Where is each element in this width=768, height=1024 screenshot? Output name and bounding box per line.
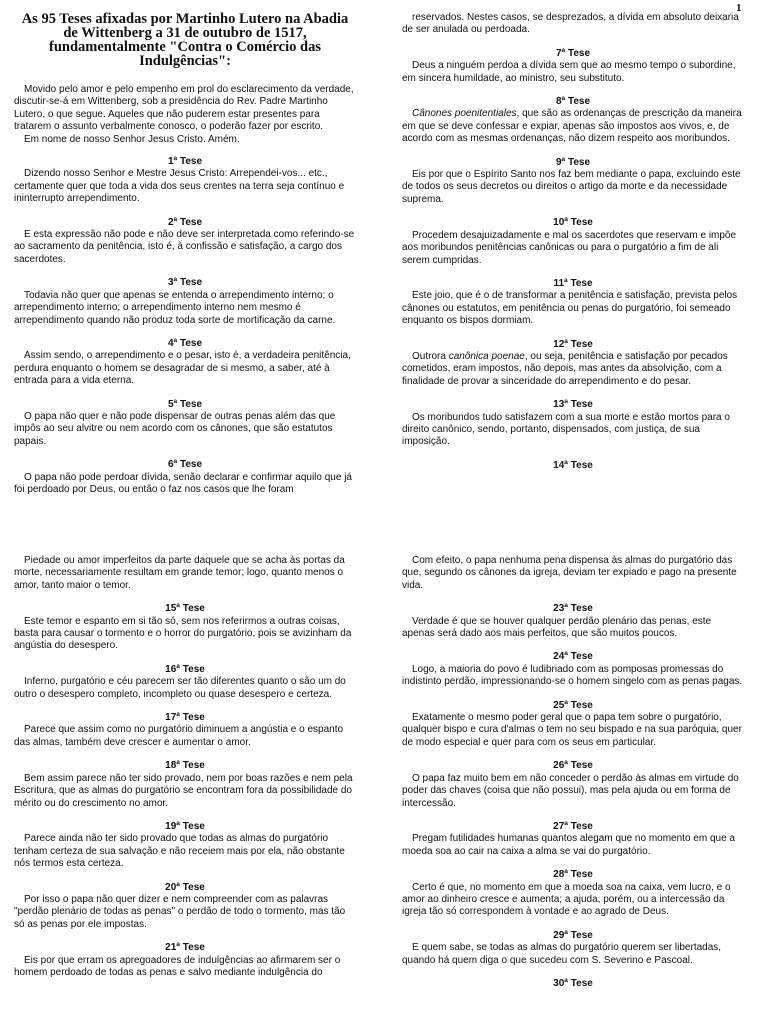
thesis-heading: 13ª Tese <box>553 399 593 411</box>
thesis-text <box>402 773 744 810</box>
thesis-text-body: Logo, a maioria do povo é ludibriado com as pomposas promessas do indistinto perdão, impressionando-se o homem singelo com as penas pagas. <box>402 663 743 688</box>
thesis-heading: 30ª Tese <box>553 977 593 989</box>
thesis-text <box>402 230 744 267</box>
intro-invocation: Em nome de nosso Senhor Jesus Cristo. Amém. <box>24 133 240 145</box>
thesis-text-body: Certo é que, no momento em que a moeda soa na caixa, vem lucro, e o amor ao dinheiro cresce e aumenta; a ajuda, porém, ou a intercessão da igreja tão só correspondem à vontade e ao agrado de Deus. <box>402 881 731 918</box>
page-number: 1 <box>736 2 742 14</box>
thesis-text <box>14 833 356 870</box>
thesis-heading: 15ª Tese <box>165 603 205 615</box>
thesis-section <box>14 942 356 979</box>
thesis-text <box>402 664 744 689</box>
thesis-text-body: , ou seja, penitência e satisfação por pecados cometidos, eram impostos, não depois, mas antes da absolvição, com a finalidade de provar a sinceridade do arrependimento e do pesar. <box>402 350 728 387</box>
thesis-section <box>14 156 356 206</box>
thesis-text-body: Todavia não quer que apenas se entenda o arrependimento interno; o arrependimento interno; o arrependimento interno nem mesmo é arrependimento quando não produz toda sorte de mortificação da carne. <box>14 289 336 326</box>
thesis-heading: 16ª Tese <box>165 663 205 675</box>
thesis-text <box>402 169 744 206</box>
thesis-heading: 6ª Tese <box>167 459 203 471</box>
thesis-text <box>14 411 356 448</box>
thesis-text <box>402 290 744 327</box>
thesis-text <box>14 724 356 749</box>
thesis-heading: 29ª Tese <box>553 929 593 941</box>
thesis-text <box>402 616 744 641</box>
thesis-section <box>402 157 744 207</box>
document-title: As 95 Teses afixadas por Martinho Lutero na Abadia de Wittenberg a 31 de outubro de 1517, fundamentalmente "Contra o Comércio das Indulgências": <box>21 11 349 69</box>
thesis-section <box>14 821 356 871</box>
theses-list <box>14 156 356 496</box>
latin-term: canônica poenae <box>448 350 525 362</box>
thesis-text-body: E quem sabe, se todas as almas do purgatório querem ser libertadas, quando há quem diga o que sucedeu com S. Severino e Pascoal. <box>402 942 722 966</box>
thesis-section <box>14 459 356 496</box>
latin-term: Cânones poenitentiales <box>412 108 517 120</box>
thesis-text <box>402 351 744 388</box>
thesis-text <box>14 676 356 701</box>
thesis-heading: 11ª Tese <box>553 277 593 289</box>
thesis-text-body: Assim sendo, o arrependimento e o pesar, isto é, a verdadeira penitência, perdura enquanto o homem se desagradar de si mesmo, a saber, até à entrada para a vida eterna. <box>14 350 351 387</box>
thesis-text-body: E esta expressão não pode e não deve ser interpretada como referindo-se ao sacramento da penitência, isto é, à confissão e satisfação, a cargo dos sacerdotes. <box>14 229 355 265</box>
thesis-text <box>14 472 356 497</box>
thesis-heading: 18ª Tese <box>165 760 205 772</box>
thesis-text-body: Este joio, que é o de transformar a penitência e satisfação, prevista pelos cânones ou estatutos, em penitência ou penas do purgatório, foi semeado enquanto os bispos dormiam. <box>402 290 738 327</box>
thesis-text-body: Dizendo nosso Senhor e Mestre Jesus Cristo: Arrependei-vos... etc., certamente quer que toda a vida dos seus crentes na terra seja contínuo e ininterrupto arrependimento. <box>14 168 345 205</box>
thesis-heading: 21ª Tese <box>165 942 205 954</box>
thesis-section <box>14 712 356 749</box>
thesis-heading: 19ª Tese <box>165 820 205 832</box>
thesis-text <box>14 290 356 327</box>
thesis-section <box>14 760 356 810</box>
thesis-section <box>402 217 744 267</box>
thesis-text-body: Eis por que erram os apregoadores de indulgências ao afirmarem ser o homem perdoado de todas as penas e salvo mediante indulgência do <box>14 954 341 978</box>
thesis-heading: 3ª Tese <box>167 277 203 289</box>
thesis-text <box>402 942 744 967</box>
thesis-heading: 2ª Tese <box>167 216 203 228</box>
intro-block <box>14 84 356 146</box>
intro-paragraph: Movido pelo amor e pelo empenho em prol do esclarecimento da verdade, discutir-se-á em Wittenberg, sob a presidência do Rev. Padre Martinho Lutero, o que segue. Aqueles que não puderem estar presentes para tratarem o assunto verbalmente conosco, o poderão fazer por escrito. <box>14 84 354 133</box>
thesis-section <box>402 96 744 146</box>
theses-list <box>14 603 356 979</box>
thesis-text-body: Exatamente o mesmo poder geral que o papa tem sobre o purgatório, qualquer bispo e cura d'almas o tem no seu bispado e na sua paróquia, quer de modo especial e quer para com os seus em particular. <box>402 712 742 748</box>
thesis-section <box>402 651 744 688</box>
thesis-heading: 1ª Tese <box>167 156 203 168</box>
thesis-section <box>14 399 356 449</box>
thesis-heading: 17ª Tese <box>165 712 205 724</box>
thesis-heading: 27ª Tese <box>553 820 593 832</box>
thesis-section <box>14 277 356 327</box>
thesis-text-body: Este temor e espanto em si tão só, sem nos referirmos a outras coisas, basta para causar o tormento e o horror do purgatório, pois se avizinham da angústia do desespero. <box>14 615 352 652</box>
thesis-text-body: Verdade é que se houver qualquer perdão plenário das penas, este apenas será dado aos mais perfeitos, que são muitos poucos. <box>402 615 712 640</box>
thesis-text-body: Inferno, purgatório e céu parecem ser tão diferentes quanto o são um do outro o desespero completo, incompleto ou quase desespero e certeza. <box>14 676 346 700</box>
thesis-heading: 10ª Tese <box>553 217 593 229</box>
thesis-text <box>402 833 744 858</box>
thesis-text <box>402 60 744 85</box>
thesis-heading: 26ª Tese <box>553 760 593 772</box>
thesis-section <box>14 603 356 653</box>
thesis-text-body: Bem assim parece não ter sido provado, nem por boas razões e nem pela Escritura, que as almas do purgatório se encontram fora da possibilidade do mérito ou do crescimento no amor. <box>14 772 353 809</box>
continued-paragraph: reservados. Nestes casos, se desprezados, a dívida em absoluto deixaria de ser anulada ou perdoada. <box>402 12 739 36</box>
column-bottom-right <box>402 555 744 990</box>
thesis-text <box>14 616 356 653</box>
thesis-text <box>14 773 356 810</box>
thesis-text <box>402 712 744 749</box>
thesis-section <box>14 217 356 267</box>
thesis-text-body: O papa faz muito bem em não conceder o perdão às almas em virtude do poder das chaves (coisa que não possui), mas pela ajuda ou em forma de intercessão. <box>402 772 739 809</box>
theses-list <box>402 48 744 472</box>
thesis-text-body: Pregam futilidades humanas quantos alegam que no momento em que a moeda soa ao cair na caixa a alma se vai do purgatório. <box>402 833 735 857</box>
thesis-text-body: , que são as ordenanças de prescrição da maneira em que se deve confessar e expiar, apenas são impostos aos vivos, e, de acordo com as mesmas ordenanças, não dizem respeito aos moribundos. <box>402 108 742 145</box>
thesis-section <box>14 882 356 932</box>
thesis-heading: 24ª Tese <box>553 651 593 663</box>
thesis-heading: 12ª Tese <box>553 338 593 350</box>
thesis-text-body: Parece ainda não ter sido provado que todas as almas do purgatório tenham certeza de sua salvação e não receiem mais por ela, não obstante nós termos esta certeza. <box>14 833 345 870</box>
thesis-text <box>14 229 356 266</box>
thesis-heading: 8ª Tese <box>555 96 591 108</box>
thesis-text-body: Os moribundos tudo satisfazem com a sua morte e estão mortos para o direito canônico, sendo, portanto, dispensados, com justiça, de sua imposição. <box>402 411 730 448</box>
thesis-heading: 9ª Tese <box>555 156 591 168</box>
column-top-left <box>14 12 356 496</box>
thesis-section <box>402 930 744 967</box>
thesis-text <box>14 894 356 931</box>
thesis-text <box>402 882 744 919</box>
thesis-text-body: Procedem desajuizadamente e mal os sacerdotes que reservam e impõe aos moribundos penitências canônicas ou para o purgatório a fim de ali serem cumpridas. <box>402 229 737 266</box>
thesis-text <box>14 350 356 387</box>
thesis-text-body: O papa não quer e não pode dispensar de outras penas além das que impôs ao seu alvitre ou nem acordo com os cânones, que são estatutos papais. <box>14 410 336 447</box>
thesis-heading: 28ª Tese <box>553 869 593 881</box>
thesis-section <box>14 338 356 388</box>
thesis-section <box>14 664 356 701</box>
thesis-text-body: O papa não pode perdoar dívida, senão declarar e confirmar aquilo que já foi perdoado por Deus, ou então o faz nos casos que lhe foram <box>14 471 352 495</box>
thesis-section <box>402 869 744 919</box>
thesis-section <box>402 978 744 990</box>
column-bottom-left <box>14 555 356 979</box>
thesis-section <box>402 460 744 472</box>
thesis-section <box>402 399 744 449</box>
thesis-text-body: Deus a ninguém perdoa a dívida sem que ao mesmo tempo o subordine, em sincera humildade, ao ministro, seu substituto. <box>402 60 736 84</box>
thesis-heading: 20ª Tese <box>165 881 205 893</box>
thesis-section <box>402 700 744 750</box>
thesis-section <box>402 760 744 810</box>
thesis-section <box>402 603 744 640</box>
thesis-heading: 25ª Tese <box>553 699 593 711</box>
thesis-text <box>14 955 356 980</box>
continued-paragraph: Piedade ou amor imperfeitos da parte daquele que se acha às portas da morte, necessariamente resultam em grande temor; logo, quanto menos o amor, tanto maior o temor. <box>14 555 345 591</box>
thesis-heading: 14ª Tese <box>553 459 593 471</box>
thesis-text-lead: Outrora <box>412 350 449 362</box>
thesis-text-body: Eis por que o Espírito Santo nos faz bem mediante o papa, excluindo este de todos os seus decretos ou direitos o artigo da morte e da necessidade suprema. <box>402 169 741 205</box>
continued-paragraph: Com efeito, o papa nenhuma pena dispensa às almas do purgatório das que, segundo os cânones da igreja, deviam ter expiado e pago na presente vida. <box>402 555 737 591</box>
thesis-heading: 4ª Tese <box>167 337 203 349</box>
thesis-section <box>402 821 744 858</box>
thesis-text <box>402 108 744 145</box>
thesis-section <box>402 339 744 389</box>
thesis-text <box>14 168 356 205</box>
thesis-heading: 7ª Tese <box>555 47 591 59</box>
thesis-section <box>402 48 744 85</box>
thesis-text-body: Por isso o papa não quer dizer e nem compreender com as palavras "perdão plenário de todas as penas" o perdão de todo o tormento, mas tão só as penas por ele impostas. <box>14 893 346 930</box>
thesis-heading: 5ª Tese <box>167 398 203 410</box>
column-top-right <box>402 12 744 472</box>
thesis-text <box>402 412 744 449</box>
thesis-heading: 23ª Tese <box>553 603 593 615</box>
thesis-section <box>402 278 744 328</box>
thesis-text-body: Parece que assim como no purgatório diminuem a angústia e o espanto das almas, também deve crescer e aumentar o amor. <box>14 724 344 748</box>
theses-list <box>402 603 744 990</box>
